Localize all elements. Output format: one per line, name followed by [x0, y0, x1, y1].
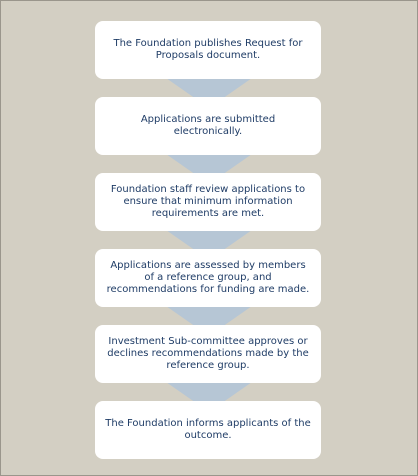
step-text-3: Foundation staff review applications to ensure that minimum information requirements are met. [110, 184, 306, 219]
step-text-4: Applications are assessed by members of a reference group, and recommendations for funding are made. [106, 260, 310, 295]
step-box-4 [95, 249, 321, 307]
step-box-5 [95, 325, 321, 383]
step-text-1: The Foundation publishes Request for Proposals document. [113, 38, 303, 61]
step-text-2: Applications are submitted electronically. [140, 114, 276, 137]
step-text-6: The Foundation informs applicants of the outcome. [105, 418, 311, 441]
step-text-5: Investment Sub-committee approves or declines recommendations made by the reference group. [107, 336, 309, 371]
step-box-6 [95, 401, 321, 459]
step-box-3 [95, 173, 321, 231]
step-box-2 [95, 97, 321, 155]
step-box-1 [95, 21, 321, 79]
